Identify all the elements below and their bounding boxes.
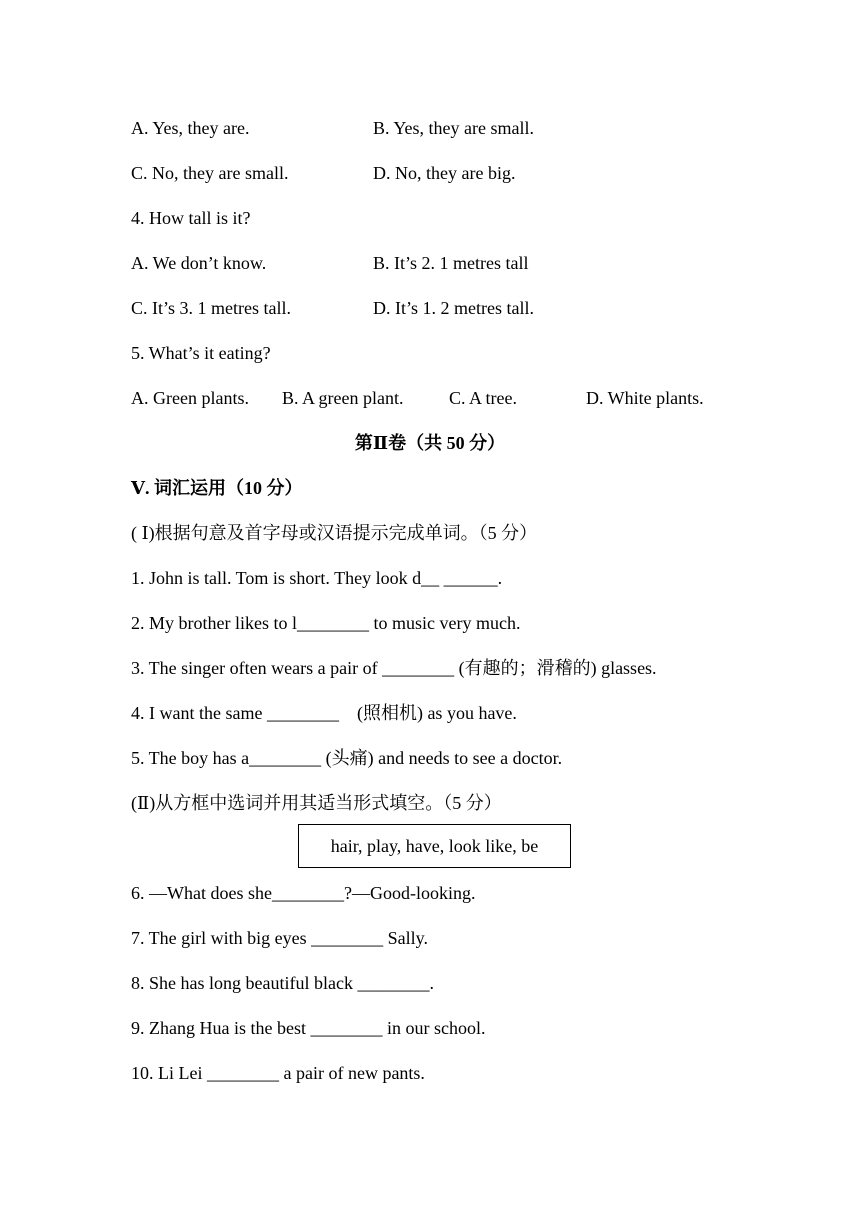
q3-option-d: D. No, they are big. [373,163,516,183]
fill-item-8: 8. She has long beautiful black ________. [131,973,434,993]
word-box [298,824,571,868]
fill-item-10: 10. Li Lei ________ a pair of new pants. [131,1063,425,1083]
q5-question: 5. What’s it eating? [131,343,271,363]
q5-option-a: A. Green plants. [131,388,249,408]
word-box-text: hair, play, have, look like, be [330,835,539,856]
vocab-item-1: 1. John is tall. Tom is short. They look d__ ______. [131,568,503,588]
fill-item-6: 6. —What does she________?—Good-looking. [131,883,476,903]
vocab-item-5: 5. The boy has a________ (头痛) and needs to see a doctor. [131,748,563,768]
q4-option-d: D. It’s 1. 2 metres tall. [373,298,534,318]
volume-title: 第Ⅱ卷（共 50 分） [354,433,506,453]
q3-option-a: A. Yes, they are. [131,118,250,138]
q4-option-a: A. We don’t know. [131,253,267,273]
q5-option-b: B. A green plant. [282,388,404,408]
q4-option-c: C. It’s 3. 1 metres tall. [131,298,291,318]
q5-option-c: C. A tree. [449,388,517,408]
q5-option-d: D. White plants. [586,388,704,408]
fill-item-7: 7. The girl with big eyes ________ Sally. [131,928,428,948]
vocab-item-2: 2. My brother likes to l________ to music very much. [131,613,521,633]
section-v-title: Ⅴ. 词汇运用（10 分） [131,478,303,498]
vocab-item-4: 4. I want the same ________ (照相机) as you have. [131,703,517,723]
q4-question: 4. How tall is it? [131,208,251,228]
q3-option-c: C. No, they are small. [131,163,289,183]
vocab-item-3: 3. The singer often wears a pair of ________ (有趣的；滑稽的) glasses. [131,658,657,678]
part1-title: ( Ⅰ)根据句意及首字母或汉语提示完成单词。（5 分） [131,523,538,543]
fill-item-9: 9. Zhang Hua is the best ________ in our school. [131,1018,486,1038]
q4-option-b: B. It’s 2. 1 metres tall [373,253,529,273]
q3-option-b: B. Yes, they are small. [373,118,534,138]
part2-title: (Ⅱ)从方框中选词并用其适当形式填空。（5 分） [131,793,502,813]
